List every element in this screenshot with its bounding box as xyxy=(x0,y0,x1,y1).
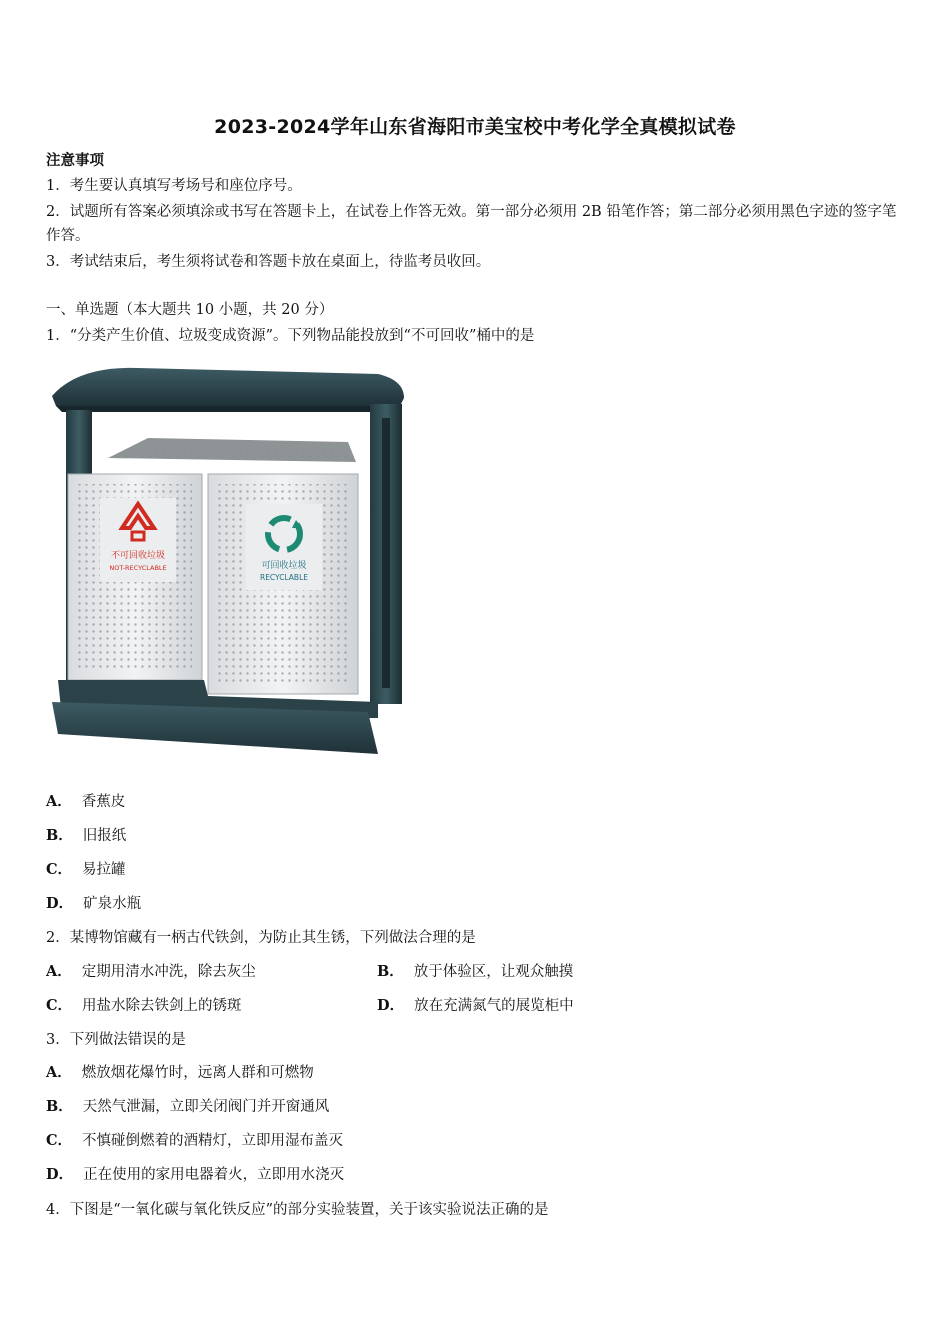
question-1-stem: 1．“分类产生价值、垃圾变成资源”。下列物品能投放到“不可回收”桶中的是 xyxy=(46,328,535,344)
q2-option-d: D． 放在充满氮气的展览柜中 xyxy=(377,997,574,1014)
q3-option-a: A． 燃放烟花爆竹时，远离人群和可燃物 xyxy=(46,1064,314,1081)
q1-option-a: A． 香蕉皮 xyxy=(46,793,126,810)
q1-option-b: B． 旧报纸 xyxy=(46,827,127,844)
section-heading: 一、单选题（本大题共 10 小题，共 20 分） xyxy=(46,302,334,318)
q3-option-d: D． 正在使用的家用电器着火，立即用水浇灭 xyxy=(46,1166,345,1183)
question-4-stem: 4．下图是“一氧化碳与氧化铁反应”的部分实验装置，关于该实验说法正确的是 xyxy=(46,1202,549,1218)
q2-option-a: A． 定期用清水冲洗，除去灰尘 xyxy=(46,963,256,980)
recyclable-label-en: RECYCLABLE xyxy=(259,573,309,582)
recyclable-label-cn: 可回收垃圾 xyxy=(261,561,307,571)
q1-option-c: C． 易拉罐 xyxy=(46,861,126,878)
q3-option-b: B． 天然气泄漏，立即关闭阀门并开窗通风 xyxy=(46,1098,330,1115)
not-recyclable-label-cn: 不可回收垃圾 xyxy=(110,551,166,561)
notice-item-3: 3．考试结束后，考生须将试卷和答题卡放在桌面上，待监考员收回。 xyxy=(46,254,491,270)
question-2-stem: 2．某博物馆藏有一柄古代铁剑，为防止其生锈，下列做法合理的是 xyxy=(46,930,476,946)
q3-option-c: C． 不慎碰倒燃着的酒精灯，立即用湿布盖灭 xyxy=(46,1132,344,1149)
page-title: 2023-2024学年山东省海阳市美宝校中考化学全真模拟试卷 xyxy=(214,116,736,138)
question-3-stem: 3．下列做法错误的是 xyxy=(46,1032,186,1048)
recycling-bin-image xyxy=(48,362,408,758)
notice-item-1: 1．考生要认真填写考场号和座位序号。 xyxy=(46,178,302,194)
notice-item-2: 2．试题所有答案必须填涂或书写在答题卡上，在试卷上作答无效。第一部分必须用 2B 铅笔作答；第二部分必须用黑色字迹的签字笔作答。 xyxy=(46,204,897,244)
q1-option-d: D． 矿泉水瓶 xyxy=(46,895,142,912)
notice-heading: 注意事项 xyxy=(46,152,104,169)
q2-option-b: B． 放于体验区，让观众触摸 xyxy=(377,963,574,980)
not-recyclable-label-en: NOT-RECYCLABLE xyxy=(109,564,167,572)
q2-option-c: C． 用盐水除去铁剑上的锈斑 xyxy=(46,997,242,1014)
